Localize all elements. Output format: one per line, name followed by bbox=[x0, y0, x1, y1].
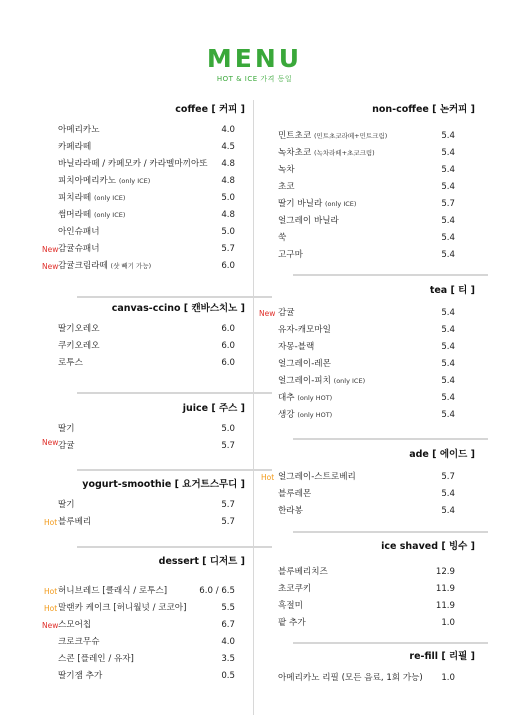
menu-item-price: 5.5 bbox=[221, 603, 235, 613]
menu-item-price: 5.4 bbox=[441, 216, 455, 226]
menu-item[interactable] bbox=[30, 321, 245, 338]
menu-item-price: 6.0 bbox=[221, 358, 235, 368]
menu-item-name: 말랜카 케이크 [허니월넛 / 코코아] bbox=[58, 603, 187, 613]
new-badge: New bbox=[42, 262, 59, 271]
menu-item-name: 아인슈패너 bbox=[58, 227, 100, 237]
menu-item[interactable] bbox=[260, 581, 475, 598]
menu-item-name: 바닐라라떼 / 카페모카 / 카라멜마끼아또 bbox=[58, 159, 208, 169]
menu-item-price: 1.0 bbox=[441, 673, 455, 683]
menu-item-price: 5.7 bbox=[221, 500, 235, 510]
menu-item-price: 5.0 bbox=[221, 193, 235, 203]
menu-item-price: 6.7 bbox=[221, 620, 235, 630]
section-title: coffee [ 커피 ] bbox=[175, 104, 245, 115]
menu-item-price: 5.4 bbox=[441, 250, 455, 260]
menu-item-name: 허니브레드 [클래식 / 로투스] bbox=[58, 586, 168, 596]
menu-item-price: 5.0 bbox=[221, 424, 235, 434]
menu-item-price: 5.4 bbox=[441, 131, 455, 141]
menu-item-name: 얼그레이 바닐라 bbox=[278, 216, 339, 226]
menu-item[interactable] bbox=[260, 145, 475, 162]
menu-item[interactable] bbox=[30, 156, 245, 173]
menu-item-name: 고구마 bbox=[278, 250, 303, 260]
menu-item-price: 5.4 bbox=[441, 165, 455, 175]
menu-item-name: 블루베리치즈 bbox=[278, 567, 328, 577]
menu-item-price: 4.8 bbox=[221, 210, 235, 220]
menu-item-name: 로투스 bbox=[58, 358, 83, 368]
new-badge: New bbox=[259, 309, 276, 318]
menu-item-name: 피치라떼 (only ICE) bbox=[58, 193, 126, 203]
section-divider bbox=[293, 438, 488, 440]
menu-item[interactable] bbox=[30, 651, 245, 668]
section-items bbox=[260, 305, 475, 424]
menu-item[interactable] bbox=[30, 617, 245, 634]
menu-item-note: (only ICE) bbox=[93, 194, 126, 202]
menu-item-name: 얼그레이-피치 (only ICE) bbox=[278, 376, 366, 386]
menu-item-price: 4.8 bbox=[221, 176, 235, 186]
hot-badge: Hot bbox=[44, 604, 58, 613]
menu-item-name: 감귤 bbox=[278, 308, 295, 318]
menu-item[interactable] bbox=[30, 190, 245, 207]
menu-item[interactable] bbox=[260, 598, 475, 615]
menu-item[interactable] bbox=[260, 247, 475, 264]
menu-item-price: 5.4 bbox=[441, 410, 455, 420]
menu-item-name: 자몽-블랙 bbox=[278, 342, 315, 352]
menu-item[interactable] bbox=[260, 322, 475, 339]
menu-item-price: 5.7 bbox=[441, 472, 455, 482]
section-items bbox=[30, 583, 245, 685]
menu-item[interactable] bbox=[260, 615, 475, 632]
section-items bbox=[30, 497, 245, 531]
menu-item-name: 썸머라떼 (only ICE) bbox=[58, 210, 126, 220]
section-divider bbox=[77, 296, 272, 298]
menu-item-note: (only HOT) bbox=[297, 411, 333, 419]
section-divider bbox=[77, 469, 272, 471]
menu-item[interactable] bbox=[30, 497, 245, 514]
section-items bbox=[30, 421, 245, 455]
menu-item-name: 녹차초코 (녹차라떼+초코크림) bbox=[278, 148, 375, 158]
section-divider bbox=[77, 392, 272, 394]
new-badge: New bbox=[42, 245, 59, 254]
menu-item[interactable] bbox=[30, 514, 245, 531]
menu-item[interactable] bbox=[30, 207, 245, 224]
section-items bbox=[30, 321, 245, 372]
menu-item-price: 4.0 bbox=[221, 125, 235, 135]
menu-item-note: (샷 빼기 가능) bbox=[110, 262, 152, 270]
menu-item-price: 5.7 bbox=[441, 199, 455, 209]
menu-item-name: 감귤 bbox=[58, 441, 75, 451]
menu-item[interactable] bbox=[260, 339, 475, 356]
menu-item[interactable] bbox=[260, 230, 475, 247]
section-items bbox=[260, 564, 475, 632]
section-title: canvas-ccino [ 캔바스치노 ] bbox=[111, 303, 245, 314]
menu-item-price: 0.5 bbox=[221, 671, 235, 681]
menu-item[interactable] bbox=[260, 196, 475, 213]
menu-item[interactable] bbox=[260, 305, 475, 322]
menu-item-price: 5.7 bbox=[221, 244, 235, 254]
menu-item-name: 민트초코 (민트초코라떼+민트크림) bbox=[278, 131, 388, 141]
menu-item-name: 쿠키오레오 bbox=[58, 341, 100, 351]
menu-item-price: 5.4 bbox=[441, 489, 455, 499]
menu-item-name: 블루베리 bbox=[58, 517, 92, 527]
section-title: ade [ 에이드 ] bbox=[409, 449, 475, 460]
menu-item-name: 딸기오레오 bbox=[58, 324, 100, 334]
section-divider bbox=[293, 642, 488, 644]
section-title: yogurt-smoothie [ 요거트스무디 ] bbox=[82, 479, 245, 490]
section-items bbox=[260, 469, 475, 520]
menu-item[interactable] bbox=[260, 390, 475, 407]
menu-item-name: 감귤슈패너 bbox=[58, 244, 100, 254]
menu-item-price: 11.9 bbox=[435, 601, 455, 611]
menu-item-price: 4.8 bbox=[221, 159, 235, 169]
menu-item-price: 5.4 bbox=[441, 393, 455, 403]
menu-item[interactable] bbox=[30, 355, 245, 372]
menu-item-name: 딸기잼 추가 bbox=[58, 671, 103, 681]
menu-item[interactable] bbox=[260, 670, 475, 687]
menu-item-name: 딸기 bbox=[58, 500, 75, 510]
menu-item[interactable] bbox=[260, 356, 475, 373]
menu-item-price: 12.9 bbox=[435, 567, 455, 577]
menu-item-name: 유자-캐모마일 bbox=[278, 325, 331, 335]
menu-item-price: 5.7 bbox=[221, 441, 235, 451]
section-items bbox=[30, 122, 245, 275]
menu-item-note: (민트초코라떼+민트크림) bbox=[313, 132, 388, 140]
menu-item[interactable] bbox=[30, 421, 245, 438]
menu-item[interactable] bbox=[30, 241, 245, 258]
menu-item-price: 6.0 bbox=[221, 341, 235, 351]
menu-item-name: 딸기 바닐라 (only ICE) bbox=[278, 199, 357, 209]
new-badge: New bbox=[42, 438, 59, 447]
hot-badge: Hot bbox=[261, 473, 275, 482]
menu-item-name: 흑절미 bbox=[278, 601, 303, 611]
menu-item-price: 5.0 bbox=[221, 227, 235, 237]
menu-item-price: 5.4 bbox=[441, 308, 455, 318]
menu-item[interactable] bbox=[30, 224, 245, 241]
menu-item-price: 6.0 / 6.5 bbox=[199, 586, 235, 596]
menu-item[interactable] bbox=[30, 634, 245, 651]
hot-badge: Hot bbox=[44, 518, 58, 527]
hot-badge: Hot bbox=[44, 587, 58, 596]
menu-item[interactable] bbox=[30, 338, 245, 355]
menu-title: MENU bbox=[206, 44, 303, 73]
menu-item-name: 초코 bbox=[278, 182, 295, 192]
menu-item-name: 쑥 bbox=[278, 233, 287, 243]
menu-item-name: 한라봉 bbox=[278, 506, 303, 516]
menu-item[interactable] bbox=[30, 583, 245, 600]
section-divider bbox=[77, 546, 272, 548]
menu-item-name: 블루레몬 bbox=[278, 489, 312, 499]
section-title: re-fill [ 리필 ] bbox=[409, 651, 475, 662]
menu-item[interactable] bbox=[30, 258, 245, 275]
menu-item[interactable] bbox=[30, 438, 245, 455]
menu-item-name: 딸기 bbox=[58, 424, 75, 434]
menu-item-name: 대추 (only HOT) bbox=[278, 393, 333, 403]
section-items bbox=[260, 128, 475, 264]
menu-item[interactable] bbox=[260, 503, 475, 520]
menu-item-price: 5.4 bbox=[441, 342, 455, 352]
menu-item-price: 4.5 bbox=[221, 142, 235, 152]
menu-item[interactable] bbox=[260, 407, 475, 424]
menu-item-price: 6.0 bbox=[221, 261, 235, 271]
menu-item-price: 1.0 bbox=[441, 618, 455, 628]
menu-item[interactable] bbox=[260, 213, 475, 230]
menu-item-price: 5.4 bbox=[441, 148, 455, 158]
menu-item-price: 5.4 bbox=[441, 325, 455, 335]
menu-item-note: (only ICE) bbox=[93, 211, 126, 219]
menu-item[interactable] bbox=[260, 162, 475, 179]
menu-item-price: 5.4 bbox=[441, 376, 455, 386]
menu-item-price: 5.4 bbox=[441, 182, 455, 192]
menu-item-price: 3.5 bbox=[221, 654, 235, 664]
menu-item-name: 카페라떼 bbox=[58, 142, 92, 152]
section-title: dessert [ 디저트 ] bbox=[158, 556, 245, 567]
menu-item-name: 스콘 [플레인 / 유자] bbox=[58, 654, 134, 664]
menu-item-name: 녹차 bbox=[278, 165, 295, 175]
menu-item[interactable] bbox=[260, 469, 475, 486]
section-title: tea [ 티 ] bbox=[429, 285, 475, 296]
menu-item[interactable] bbox=[30, 139, 245, 156]
menu-subtitle: HOT & ICE 가격 동일 bbox=[216, 75, 293, 83]
menu-item-note: (녹차라떼+초코크림) bbox=[313, 149, 375, 157]
section-divider bbox=[293, 531, 488, 533]
section-divider bbox=[293, 274, 488, 276]
menu-item-name: 아메리카노 bbox=[58, 125, 100, 135]
menu-item-price: 5.4 bbox=[441, 506, 455, 516]
menu-item[interactable] bbox=[30, 668, 245, 685]
menu-item[interactable] bbox=[260, 486, 475, 503]
menu-item-note: (only ICE) bbox=[324, 200, 357, 208]
menu-item[interactable] bbox=[260, 373, 475, 390]
menu-item-note: (only ICE) bbox=[118, 177, 151, 185]
menu-item-name: 아메리카노 리필 (모든 음료, 1회 가능) bbox=[278, 673, 423, 683]
menu-item[interactable] bbox=[260, 128, 475, 145]
menu-item[interactable] bbox=[260, 564, 475, 581]
menu-item-name: 생강 (only HOT) bbox=[278, 410, 333, 420]
menu-item-name: 감귤크림라떼 (샷 빼기 가능) bbox=[58, 261, 152, 271]
menu-item-price: 6.0 bbox=[221, 324, 235, 334]
section-items bbox=[260, 670, 475, 687]
menu-item-name: 얼그레이-스트로베리 bbox=[278, 472, 356, 482]
section-title: ice shaved [ 빙수 ] bbox=[381, 541, 475, 552]
menu-item-name: 크로크무슈 bbox=[58, 637, 100, 647]
section-title: juice [ 주스 ] bbox=[182, 403, 245, 414]
menu-item-name: 스모어칩 bbox=[58, 620, 92, 630]
menu-item-price: 5.7 bbox=[221, 517, 235, 527]
menu-item[interactable] bbox=[30, 122, 245, 139]
menu-item-price: 4.0 bbox=[221, 637, 235, 647]
menu-item-price: 5.4 bbox=[441, 233, 455, 243]
menu-item-name: 팥 추가 bbox=[278, 618, 306, 628]
menu-item-name: 얼그레이-레몬 bbox=[278, 359, 331, 369]
menu-item[interactable] bbox=[30, 173, 245, 190]
new-badge: New bbox=[42, 621, 59, 630]
column-divider bbox=[253, 100, 254, 715]
menu-item[interactable] bbox=[30, 600, 245, 617]
menu-item-price: 11.9 bbox=[435, 584, 455, 594]
menu-item-name: 피치아메리카노 (only ICE) bbox=[58, 176, 151, 186]
menu-item-note: (only ICE) bbox=[333, 377, 366, 385]
section-title: non-coffee [ 논커피 ] bbox=[372, 104, 475, 115]
menu-item-price: 5.4 bbox=[441, 359, 455, 369]
menu-item-name: 초코쿠키 bbox=[278, 584, 312, 594]
menu-item[interactable] bbox=[260, 179, 475, 196]
menu-item-note: (only HOT) bbox=[297, 394, 333, 402]
